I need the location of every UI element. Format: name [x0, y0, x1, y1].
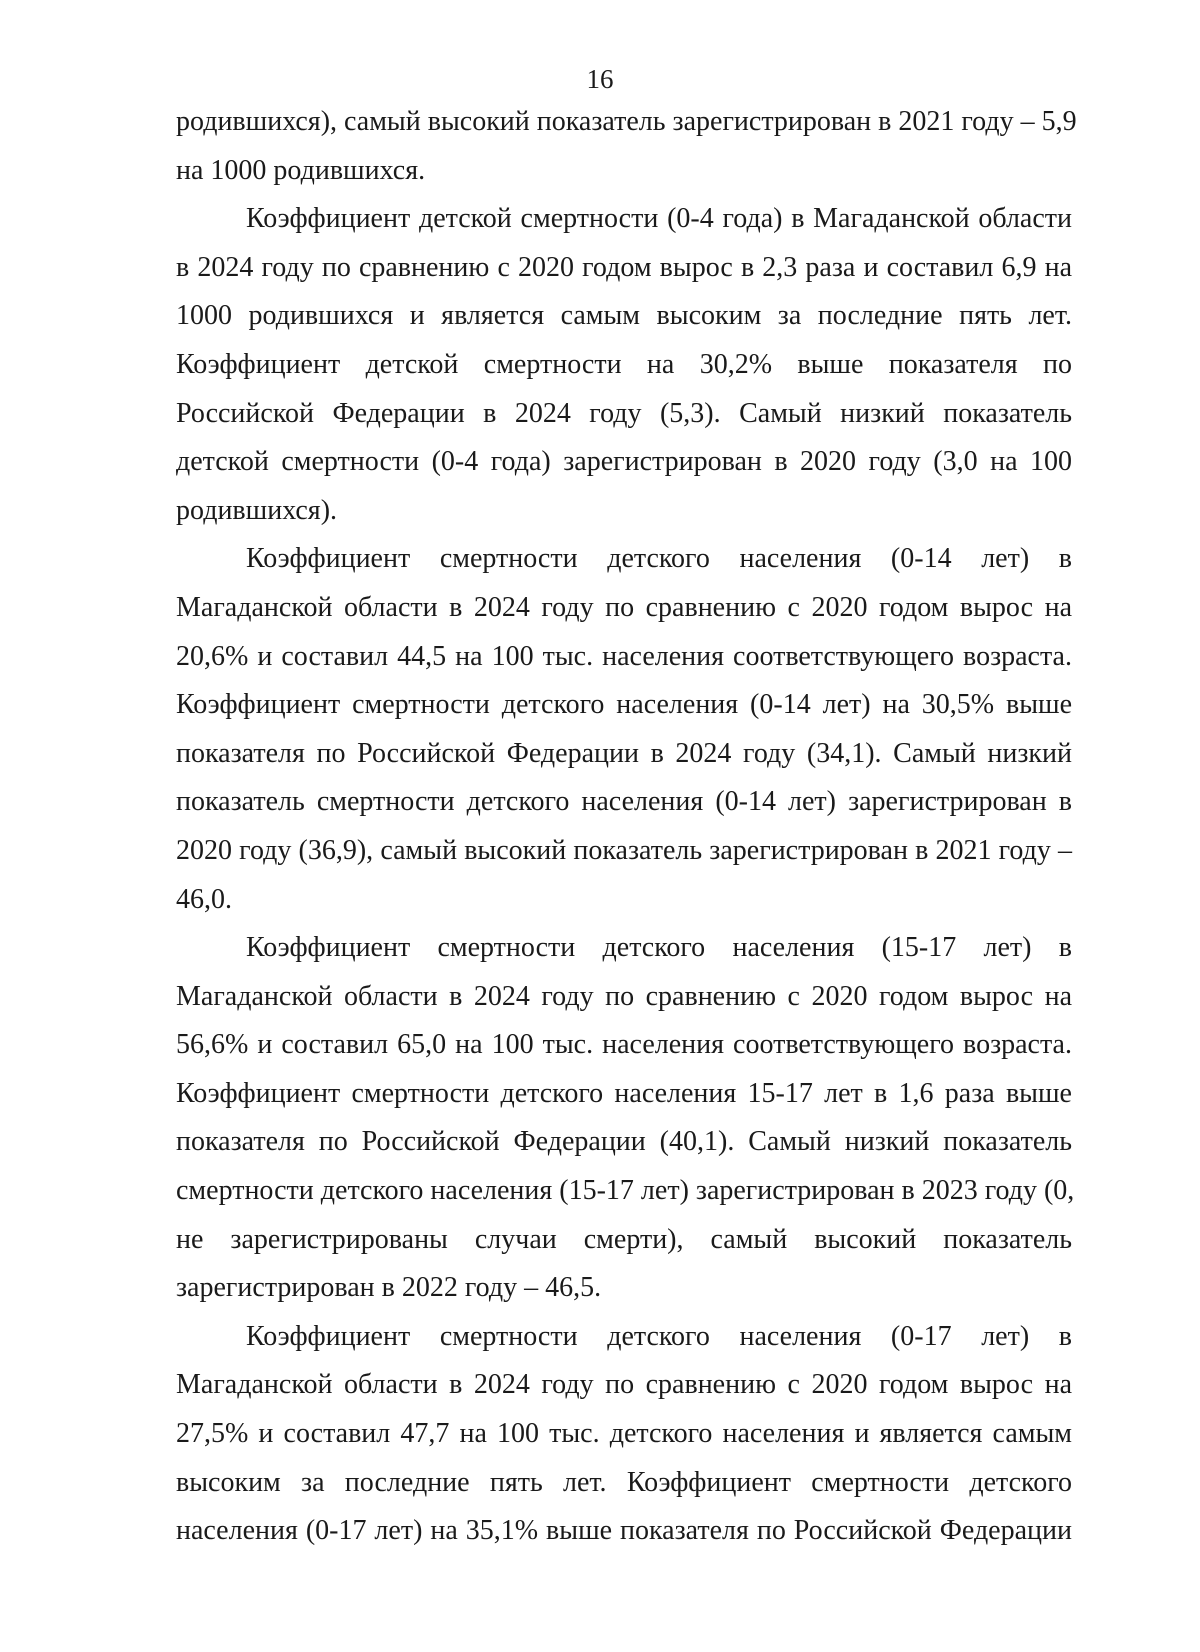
text-line: Магаданской области в 2024 году по сравнению с 2020 годом вырос на: [176, 591, 1072, 623]
text-line: смертности детского населения (15-17 лет) зарегистрирован в 2023 году (0,: [176, 1175, 1075, 1207]
text-line: показателя по Российской Федерации в 2024 году (34,1). Самый низкий: [176, 737, 1072, 769]
text-line: на 1000 родившихся.: [176, 154, 426, 186]
text-line: Коэффициент смертности детского населения (0-14 лет) на 30,5% выше: [176, 689, 1072, 721]
text-line: в 2024 году по сравнению с 2020 годом вырос в 2,3 раза и составил 6,9 на: [176, 251, 1072, 283]
text-line: населения (0-17 лет) на 35,1% выше показателя по Российской Федерации: [176, 1515, 1072, 1547]
page-number: 16: [586, 64, 614, 94]
text-line: родившихся).: [176, 494, 338, 526]
text-line: Коэффициент детской смертности (0-4 года) в Магаданской области: [246, 203, 1072, 235]
text-line: Российской Федерации в 2024 году (5,3). Самый низкий показатель: [176, 397, 1072, 429]
text-line: Магаданской области в 2024 году по сравнению с 2020 годом вырос на: [176, 980, 1072, 1012]
text-line: 20,6% и составил 44,5 на 100 тыс. населения соответствующего возраста.: [176, 640, 1072, 672]
text-line: Коэффициент детской смертности на 30,2% выше показателя по: [176, 348, 1072, 380]
text-line: детской смертности (0-4 года) зарегистрирован в 2020 году (3,0 на 100: [176, 446, 1072, 478]
text-line: 46,0.: [176, 883, 232, 915]
text-line: 1000 родившихся и является самым высоким за последние пять лет.: [176, 300, 1072, 332]
paragraph: [176, 924, 1075, 1313]
text-line: Коэффициент смертности детского населения (15-17 лет) в: [246, 932, 1072, 964]
text-line: Коэффициент смертности детского населения (0-17 лет) в: [246, 1320, 1072, 1352]
text-line: 2020 году (36,9), самый высокий показатель зарегистрирован в 2021 году –: [176, 834, 1072, 866]
text-line: родившихся), самый высокий показатель зарегистрирован в 2021 году – 5,9: [176, 106, 1077, 137]
paragraph: [176, 98, 1077, 195]
text-line: не зарегистрированы случаи смерти), самый высокий показатель: [176, 1223, 1072, 1255]
text-line: высоким за последние пять лет. Коэффициент смертности детского: [176, 1466, 1072, 1498]
text-line: показатель смертности детского населения (0-14 лет) зарегистрирован в: [176, 786, 1072, 818]
text-line: зарегистрирован в 2022 году – 46,5.: [176, 1272, 602, 1304]
text-line: Магаданской области в 2024 году по сравнению с 2020 годом вырос на: [176, 1369, 1072, 1401]
text-line: 56,6% и составил 65,0 на 100 тыс. населения соответствующего возраста.: [176, 1029, 1072, 1061]
document-body: [176, 98, 1077, 1556]
text-line: Коэффициент смертности детского населения (0-14 лет) в: [246, 543, 1072, 575]
text-line: показателя по Российской Федерации (40,1). Самый низкий показатель: [176, 1126, 1072, 1158]
paragraph: [176, 1313, 1072, 1556]
paragraph: [176, 195, 1072, 535]
text-line: 27,5% и составил 47,7 на 100 тыс. детского населения и является самым: [176, 1418, 1072, 1450]
text-line: Коэффициент смертности детского населения 15-17 лет в 1,6 раза выше: [176, 1077, 1072, 1109]
paragraph: [176, 535, 1072, 924]
